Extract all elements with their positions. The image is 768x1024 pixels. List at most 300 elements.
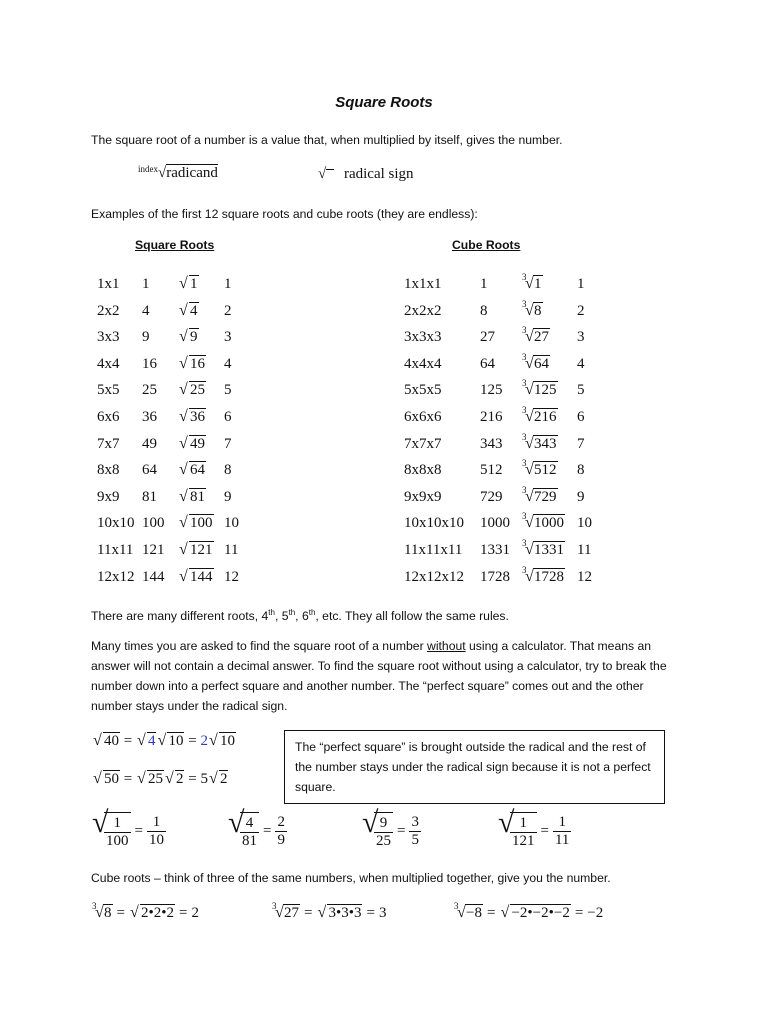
multiplication-expr: 9x9: [97, 488, 120, 505]
radical-icon: √: [525, 461, 534, 479]
radical-cell: [522, 511, 565, 532]
root-index: 3: [522, 564, 527, 575]
fraction-radical: [92, 806, 131, 850]
equals-sign: =: [540, 822, 549, 839]
cube-radicand: 1000: [534, 515, 564, 532]
cube-value: 1: [480, 276, 488, 292]
radicand-label: radicand: [166, 165, 218, 181]
cube-value: 512: [480, 462, 503, 479]
root-value: 9: [577, 488, 585, 505]
radical-icon: √: [525, 354, 534, 372]
square-radical: [178, 303, 199, 320]
equals-sign: =: [178, 905, 188, 921]
root-value: 10: [577, 515, 592, 532]
radicand-4: 4: [147, 733, 156, 749]
expanded-radical: [499, 905, 570, 922]
square-radical: [178, 356, 206, 373]
radicand-10-result: 10: [219, 733, 235, 749]
multiplication-expr: 5x5: [97, 382, 120, 399]
radical-sign-label: radical sign: [343, 166, 414, 182]
radicand-25: 25: [147, 771, 163, 787]
cube-radical: [522, 325, 550, 346]
without-underlined: without: [427, 639, 466, 653]
radical-icon: √: [95, 904, 104, 921]
result-denominator: 10: [148, 831, 164, 848]
root-index: 3: [522, 351, 527, 362]
cube-radicand: 1728: [534, 568, 564, 585]
multiplication-expr: 4x4x4: [404, 355, 442, 372]
cube-example-radicand: −8: [466, 905, 482, 921]
square-value: 100: [142, 515, 165, 532]
square-radical: [178, 382, 206, 399]
result-numerator: 3: [411, 813, 419, 830]
equals-sign: =: [486, 905, 496, 921]
radical-icon: √: [129, 904, 139, 921]
without-calc-post: using a calculator. That means an answer will not contain a decimal answer. To find the square root without using a calculator, try to break the number down into a perfect square and another number. The “perfect square” comes out and the other number stays under the radical sign.: [91, 639, 667, 713]
fraction-numerator: 9: [374, 815, 393, 833]
square-value: 121: [142, 542, 165, 558]
fraction-radical: [228, 806, 259, 850]
without-calculator-paragraph: [91, 636, 686, 716]
square-value: 36: [142, 409, 157, 425]
root-index: 3: [522, 458, 527, 469]
square-radicand: 1: [190, 276, 198, 292]
expanded-radicand: −2•−2•−2: [511, 905, 570, 921]
root-value: 12: [224, 568, 239, 585]
radical-cell: [522, 378, 558, 399]
cube-radical: [522, 378, 558, 399]
square-radicand: 64: [190, 462, 205, 479]
result-denominator: 9: [277, 831, 285, 848]
square-value: 81: [142, 488, 157, 505]
other-roots-text: [91, 603, 509, 626]
multiplication-expr: 4x4: [97, 355, 120, 372]
cube-radicand: 125: [534, 382, 557, 399]
radical-cell: [178, 569, 214, 586]
result-denominator: 11: [554, 831, 570, 848]
square-radical: [178, 409, 206, 426]
radicand-2-result: 2: [219, 771, 228, 787]
example-sqrt-40: [92, 733, 236, 750]
square-value: 1: [142, 276, 150, 292]
square-radical: [178, 462, 206, 479]
radical-icon: √: [157, 732, 167, 749]
square-radical: [178, 569, 214, 586]
root-index: 3: [522, 538, 527, 548]
radical-cell: [522, 431, 558, 453]
radical-icon: √: [525, 328, 534, 346]
radical-icon: √: [136, 732, 146, 749]
cube-radical: [522, 458, 558, 479]
sup-th-3: th: [308, 608, 316, 617]
multiplication-expr: 12x12x12: [404, 568, 464, 585]
cube-radicand: 1331: [534, 542, 564, 558]
radical-cell: [178, 515, 214, 532]
root-value: 12: [577, 568, 592, 585]
root-index: 3: [522, 511, 527, 522]
root-value: 2: [577, 302, 585, 319]
radical-icon: √: [525, 434, 534, 452]
other-roots-mid2: , 6: [295, 609, 309, 624]
cube-radical: [522, 484, 558, 506]
radical-icon: √: [92, 806, 109, 839]
example-sqrt-50: [92, 771, 228, 788]
radicand-diagram: [138, 165, 218, 182]
result-fraction: [409, 814, 421, 849]
cube-result: −2: [587, 905, 604, 921]
radical-icon: √: [208, 732, 218, 749]
cube-value: 1331: [480, 542, 510, 558]
radical-cell: [178, 329, 199, 346]
fraction-example: [498, 806, 571, 850]
root-value: 5: [577, 382, 585, 399]
cube-example-radical: [92, 901, 113, 922]
root-value: 10: [224, 515, 239, 532]
without-calc-pre: Many times you are asked to find the square root of a number: [91, 639, 428, 653]
cube-example-radicand: 27: [284, 905, 299, 921]
radical-icon: √: [179, 514, 188, 532]
root-index: 3: [522, 298, 527, 309]
radical-icon: √: [179, 275, 188, 292]
cube-value: 64: [480, 355, 495, 372]
cube-radicand: 64: [534, 355, 549, 372]
expanded-radicand: 2•2•2: [140, 905, 174, 921]
cube-result: 2: [191, 905, 199, 921]
cube-radical: [522, 298, 543, 320]
fraction-numerator: 1: [510, 815, 537, 833]
cube-radicand: 1: [534, 276, 542, 292]
radical-icon: √: [228, 806, 245, 839]
examples-heading: Examples of the first 12 square roots and cube roots (they are endless):: [91, 207, 478, 221]
multiplication-expr: 2x2x2: [404, 302, 442, 319]
radical-icon: √: [525, 275, 534, 292]
radical-icon: √: [179, 541, 188, 558]
radical-icon: √: [179, 381, 188, 399]
intro-text: The square root of a number is a value that, when multiplied by itself, gives the number.: [91, 133, 563, 147]
other-roots-pre: There are many different roots, 4: [91, 609, 269, 624]
radical-icon: √: [179, 567, 188, 585]
radical-icon: √: [317, 904, 327, 921]
radical-icon: √: [136, 770, 146, 787]
expanded-radical: [316, 905, 362, 922]
radical-icon: √: [179, 328, 188, 346]
equals-sign: =: [574, 905, 584, 921]
result-numerator: 1: [553, 814, 571, 832]
equals-sign: =: [134, 822, 143, 839]
root-index: 3: [522, 431, 527, 442]
radical-icon: √: [164, 770, 174, 787]
square-value: 16: [142, 355, 157, 372]
square-radicand: 36: [190, 409, 205, 425]
radical-cell: [178, 303, 199, 320]
radical-icon: √: [525, 514, 534, 532]
radical-cell: [178, 382, 206, 399]
result-fraction: [553, 814, 571, 849]
fraction-denominator: 25: [376, 833, 391, 849]
radical-cell: [178, 409, 206, 426]
page-title: Square Roots: [335, 94, 433, 111]
root-value: 4: [577, 355, 585, 372]
radical-cell: [522, 351, 550, 373]
radical-icon: √: [179, 354, 188, 372]
multiplication-expr: 2x2: [97, 302, 120, 319]
radical-icon: √: [457, 904, 466, 921]
other-roots-post: , etc. They all follow the same rules.: [315, 609, 509, 624]
radical-icon: √: [500, 904, 510, 921]
index-label: index: [138, 164, 158, 174]
multiplication-expr: 7x7: [97, 435, 120, 452]
multiplication-expr: 1x1: [97, 276, 120, 292]
root-value: 11: [577, 542, 592, 558]
square-value: 9: [142, 329, 150, 346]
radical-vinculum: [326, 169, 334, 180]
radicand-40: 40: [104, 733, 119, 749]
root-index: 3: [522, 272, 527, 282]
cube-roots-text: Cube roots – think of three of the same numbers, when multiplied together, give you the number.: [91, 871, 611, 885]
radical-cell: [522, 298, 543, 320]
square-radical: [178, 276, 199, 293]
root-value: 1: [577, 276, 585, 292]
radical-cell: [522, 484, 558, 506]
multiplication-expr: 7x7x7: [404, 435, 442, 452]
square-value: 4: [142, 302, 150, 319]
cube-radicand: 729: [534, 488, 557, 505]
root-index: 3: [522, 325, 527, 336]
square-radical: [178, 542, 214, 559]
cube-example: [454, 901, 604, 922]
root-index: 3: [454, 901, 459, 911]
equals-sign: =: [123, 733, 133, 749]
cube-value: 729: [480, 488, 503, 505]
cube-example: [92, 901, 199, 922]
square-value: 144: [142, 568, 165, 585]
cube-roots-heading: Cube Roots: [452, 238, 521, 252]
radical-cell: [522, 405, 558, 426]
square-radicand: 16: [190, 355, 205, 372]
radical-cell: [522, 325, 550, 346]
perfect-square-note-box: The “perfect square” is brought outside the radical and the rest of the number stays under the radical sign because it is not a perfect square.: [284, 730, 665, 804]
radical-icon: √: [498, 806, 515, 839]
radical-cell: [178, 489, 206, 506]
multiplication-expr: 11x11x11: [404, 542, 463, 558]
fraction-denominator: 121: [512, 833, 535, 849]
root-index: 3: [522, 378, 527, 389]
coefficient-5: 5: [200, 771, 208, 787]
radical-icon: √: [179, 408, 188, 425]
expanded-radical: [129, 905, 175, 922]
radical-sign-diagram: [318, 166, 414, 183]
fraction-example: [228, 806, 287, 850]
radical-icon: √: [179, 461, 188, 479]
equals-sign: =: [304, 905, 313, 921]
sup-th-1: th: [268, 608, 275, 617]
cube-radical: [522, 351, 550, 373]
fraction-denominator: 81: [242, 833, 257, 849]
multiplication-expr: 12x12: [97, 568, 135, 585]
cube-radical: [522, 405, 558, 426]
square-radical: [178, 489, 206, 506]
root-value: 6: [224, 409, 232, 425]
equals-sign: =: [397, 822, 406, 839]
cube-radicand: 27: [534, 329, 549, 346]
radical-cell: [178, 462, 206, 479]
multiplication-expr: 10x10: [97, 515, 135, 532]
radical-cell: [178, 276, 199, 293]
square-radical: [178, 329, 199, 346]
cube-radical: [522, 272, 543, 293]
multiplication-expr: 10x10x10: [404, 515, 464, 532]
cube-value: 125: [480, 382, 503, 399]
multiplication-expr: 1x1x1: [404, 276, 442, 292]
cube-radical: [522, 538, 565, 559]
equals-sign: =: [123, 771, 133, 787]
cube-radical: [522, 511, 565, 532]
radical-icon: √: [179, 434, 188, 452]
square-value: 25: [142, 382, 157, 399]
cube-value: 27: [480, 329, 495, 346]
square-radical: [178, 436, 206, 453]
square-radicand: 25: [190, 382, 205, 399]
multiplication-expr: 6x6: [97, 409, 120, 425]
radical-icon: √: [275, 904, 284, 921]
root-index: 3: [272, 901, 277, 911]
radical-cell: [522, 272, 543, 293]
root-value: 2: [224, 302, 232, 319]
multiplication-expr: 9x9x9: [404, 488, 442, 505]
radical-icon: √: [362, 806, 379, 839]
fraction-example: [362, 806, 421, 850]
radical-icon: √: [525, 301, 534, 319]
radical-icon: √: [525, 567, 534, 585]
radical-icon: √: [525, 408, 534, 425]
radical-sign-icon: √: [318, 166, 327, 182]
root-value: 4: [224, 355, 232, 372]
cube-radical: [522, 431, 558, 453]
result-fraction: [147, 814, 166, 849]
cube-value: 343: [480, 435, 503, 452]
radical-cell: [178, 356, 206, 373]
cube-example: [272, 901, 387, 922]
radical-cell: [178, 542, 214, 559]
radicand-10: 10: [168, 733, 184, 749]
root-value: 6: [577, 409, 585, 425]
equals-sign: =: [188, 733, 197, 749]
fraction-radical: [362, 806, 393, 850]
multiplication-expr: 6x6x6: [404, 409, 442, 425]
cube-example-radical: [272, 901, 300, 922]
cube-radicand: 343: [534, 435, 557, 452]
square-radicand: 81: [190, 488, 205, 505]
equals-sign: =: [188, 771, 197, 787]
cube-result: 3: [378, 905, 387, 921]
radical-icon: √: [179, 301, 188, 319]
expanded-radicand: 3•3•3: [328, 905, 362, 921]
root-value: 11: [224, 542, 239, 558]
multiplication-expr: 8x8: [97, 462, 120, 479]
root-value: 1: [224, 276, 232, 292]
radical-icon: √: [525, 381, 534, 399]
root-value: 7: [577, 435, 585, 452]
radical-icon: √: [525, 541, 534, 558]
root-index: 3: [92, 901, 97, 911]
result-fraction: [275, 814, 287, 849]
radical-icon: √: [208, 770, 218, 787]
radicand-2: 2: [175, 771, 184, 787]
root-value: 8: [577, 462, 585, 479]
fraction-numerator: 4: [240, 815, 259, 833]
cube-value: 1728: [480, 568, 510, 585]
cube-radicand: 512: [534, 462, 557, 479]
result-numerator: 2: [277, 813, 285, 830]
root-index: 3: [522, 405, 527, 415]
cube-value: 216: [480, 409, 503, 425]
root-value: 5: [224, 382, 232, 399]
other-roots-mid1: , 5: [274, 609, 289, 624]
radical-icon: √: [525, 487, 534, 505]
result-denominator: 5: [411, 831, 419, 848]
root-value: 8: [224, 462, 232, 479]
multiplication-expr: 8x8x8: [404, 462, 442, 479]
radical-cell: [522, 458, 558, 479]
fraction-numerator: 1: [104, 815, 131, 833]
square-radicand: 144: [190, 568, 213, 585]
square-roots-heading: Square Roots: [135, 238, 215, 252]
square-radicand: 121: [190, 542, 213, 558]
root-value: 7: [224, 435, 232, 452]
radical-icon: √: [93, 732, 102, 749]
radicand-50: 50: [104, 771, 119, 787]
radical-cell: [178, 436, 206, 453]
cube-value: 8: [480, 302, 488, 319]
cube-radical: [522, 564, 565, 586]
fraction-radical: [498, 806, 537, 850]
root-value: 3: [577, 329, 585, 346]
square-value: 49: [142, 435, 157, 452]
radical-icon: √: [179, 487, 188, 505]
cube-radicand: 8: [534, 302, 542, 319]
root-index: 3: [522, 484, 527, 495]
sup-th-2: th: [288, 608, 296, 617]
cube-example-radicand: 8: [104, 905, 112, 921]
square-radicand: 49: [190, 435, 205, 452]
cube-radicand: 216: [534, 409, 557, 425]
multiplication-expr: 3x3x3: [404, 329, 442, 346]
square-radical: [178, 515, 214, 532]
square-radicand: 100: [190, 515, 213, 532]
radical-icon: √: [93, 770, 102, 787]
square-radicand: 4: [190, 302, 198, 319]
square-radicand: 9: [190, 329, 198, 346]
radical-cell: [522, 538, 565, 559]
radical-cell: [522, 564, 565, 586]
square-value: 64: [142, 462, 157, 479]
radical-symbol: √: [158, 165, 167, 181]
equals-sign: =: [366, 905, 375, 921]
fraction-example: [92, 806, 166, 850]
root-value: 3: [224, 329, 232, 346]
equals-sign: =: [263, 822, 272, 839]
root-value: 9: [224, 488, 232, 505]
fraction-denominator: 100: [106, 833, 129, 849]
multiplication-expr: 11x11: [97, 542, 134, 558]
multiplication-expr: 5x5x5: [404, 382, 442, 399]
coefficient-2: 2: [200, 733, 208, 749]
result-numerator: 1: [147, 814, 166, 832]
cube-example-radical: [454, 901, 483, 922]
cube-value: 1000: [480, 515, 510, 532]
equals-sign: =: [116, 905, 125, 921]
multiplication-expr: 3x3: [97, 329, 120, 346]
